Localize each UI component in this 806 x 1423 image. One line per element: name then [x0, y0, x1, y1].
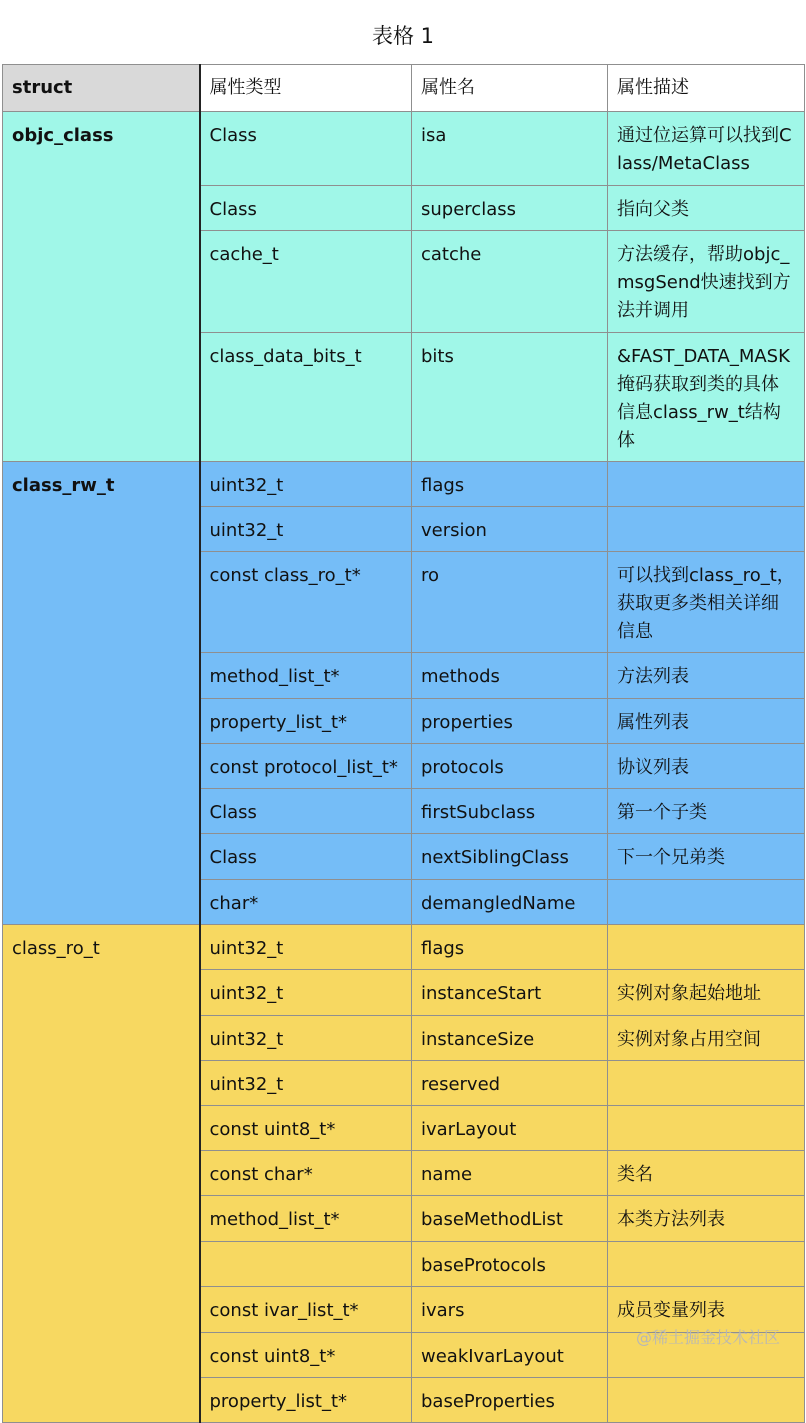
attr-type-cell: class_data_bits_t: [200, 333, 412, 462]
attr-type-cell: char*: [200, 880, 412, 925]
attr-desc-cell: [608, 1242, 805, 1287]
attr-name-cell: flags: [412, 925, 608, 970]
header-type: 属性类型: [200, 65, 412, 112]
attr-desc-cell: 方法列表: [608, 653, 805, 699]
attr-type-cell: const ivar_list_t*: [200, 1287, 412, 1333]
attr-desc-cell: [608, 925, 805, 970]
attr-type-cell: uint32_t: [200, 1016, 412, 1061]
struct-name-cell: objc_class: [3, 112, 200, 462]
attr-type-cell: method_list_t*: [200, 1196, 412, 1242]
attr-name-cell: name: [412, 1151, 608, 1196]
table-row: [3, 462, 805, 507]
attr-desc-cell: 属性列表: [608, 699, 805, 744]
attr-name-cell: catche: [412, 231, 608, 333]
header-description: 属性描述: [608, 65, 805, 112]
attr-name-cell: instanceSize: [412, 1016, 608, 1061]
attr-type-cell: const uint8_t*: [200, 1333, 412, 1378]
attr-type-cell: method_list_t*: [200, 653, 412, 699]
attr-type-cell: cache_t: [200, 231, 412, 333]
attr-desc-cell: 协议列表: [608, 744, 805, 789]
attr-desc-cell: [608, 1061, 805, 1106]
attr-type-cell: const class_ro_t*: [200, 552, 412, 653]
struct-table: [2, 64, 805, 1423]
attr-desc-cell: [608, 880, 805, 925]
attr-desc-cell: 第一个子类: [608, 789, 805, 834]
attr-type-cell: Class: [200, 789, 412, 834]
attr-name-cell: superclass: [412, 186, 608, 231]
attr-name-cell: flags: [412, 462, 608, 507]
attr-type-cell: uint32_t: [200, 970, 412, 1016]
attr-type-cell: const char*: [200, 1151, 412, 1196]
attr-type-cell: uint32_t: [200, 925, 412, 970]
attr-desc-cell: [608, 1378, 805, 1423]
attr-name-cell: nextSiblingClass: [412, 834, 608, 880]
attr-desc-cell: [608, 462, 805, 507]
attr-desc-cell: [608, 507, 805, 552]
attr-desc-cell: 成员变量列表: [608, 1287, 805, 1333]
attr-name-cell: ivars: [412, 1287, 608, 1333]
table-caption: 表格 1: [371, 24, 435, 48]
attr-type-cell: Class: [200, 112, 412, 186]
attr-name-cell: instanceStart: [412, 970, 608, 1016]
attr-type-cell: const uint8_t*: [200, 1106, 412, 1151]
table-body: [3, 65, 805, 1423]
attr-desc-cell: 下一个兄弟类: [608, 834, 805, 880]
header-name: 属性名: [412, 65, 608, 112]
attr-type-cell: [200, 1242, 412, 1287]
attr-name-cell: baseMethodList: [412, 1196, 608, 1242]
attr-name-cell: baseProperties: [412, 1378, 608, 1423]
watermark: @稀土掘金技术社区: [635, 1328, 780, 1347]
attr-type-cell: const protocol_list_t*: [200, 744, 412, 789]
attr-desc-cell: 本类方法列表: [608, 1196, 805, 1242]
attr-type-cell: property_list_t*: [200, 699, 412, 744]
attr-type-cell: property_list_t*: [200, 1378, 412, 1423]
attr-name-cell: ivarLayout: [412, 1106, 608, 1151]
attr-type-cell: uint32_t: [200, 462, 412, 507]
attr-desc-cell: [608, 1106, 805, 1151]
table-row: [3, 112, 805, 186]
attr-type-cell: Class: [200, 186, 412, 231]
header-struct: struct: [3, 65, 200, 112]
attr-desc-cell: 方法缓存，帮助objc_msgSend快速找到方法并调用: [608, 231, 805, 333]
attr-name-cell: demangledName: [412, 880, 608, 925]
attr-type-cell: Class: [200, 834, 412, 880]
attr-name-cell: properties: [412, 699, 608, 744]
attr-desc-cell: 指向父类: [608, 186, 805, 231]
table-header-row: [3, 65, 805, 112]
attr-desc-cell: 实例对象起始地址: [608, 970, 805, 1016]
attr-type-cell: uint32_t: [200, 507, 412, 552]
attr-desc-cell: 类名: [608, 1151, 805, 1196]
attr-name-cell: baseProtocols: [412, 1242, 608, 1287]
attr-name-cell: protocols: [412, 744, 608, 789]
attr-name-cell: ro: [412, 552, 608, 653]
attr-desc-cell: &FAST_DATA_MASK掩码获取到类的具体信息class_rw_t结构体: [608, 333, 805, 462]
attr-name-cell: methods: [412, 653, 608, 699]
attr-name-cell: weakIvarLayout: [412, 1333, 608, 1378]
attr-desc-cell: 实例对象占用空间: [608, 1016, 805, 1061]
struct-name-cell: class_ro_t: [3, 925, 200, 1423]
attr-name-cell: bits: [412, 333, 608, 462]
table-row: [3, 925, 805, 970]
attr-name-cell: version: [412, 507, 608, 552]
struct-name-cell: class_rw_t: [3, 462, 200, 925]
attr-name-cell: reserved: [412, 1061, 608, 1106]
attr-name-cell: isa: [412, 112, 608, 186]
attr-type-cell: uint32_t: [200, 1061, 412, 1106]
attr-desc-cell: 通过位运算可以找到Class/MetaClass: [608, 112, 805, 186]
attr-desc-cell: 可以找到class_ro_t，获取更多类相关详细信息: [608, 552, 805, 653]
attr-name-cell: firstSubclass: [412, 789, 608, 834]
